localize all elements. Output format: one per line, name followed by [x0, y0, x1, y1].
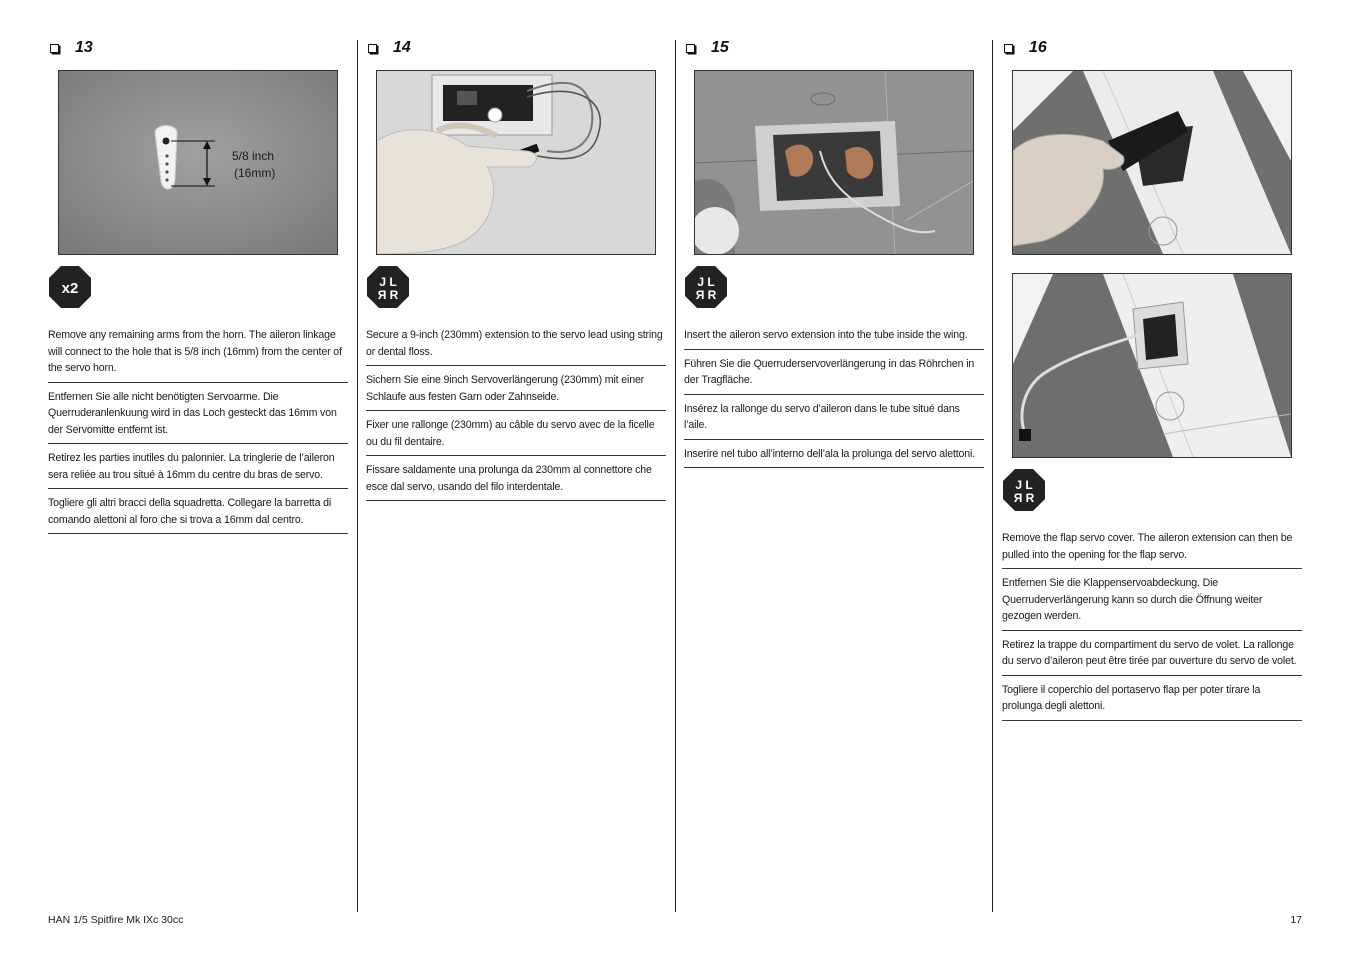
- step-number: 16: [1029, 39, 1047, 56]
- measure-label-mm: (16mm): [234, 166, 276, 180]
- photo-servo-extension: [376, 70, 656, 255]
- step-16: [1002, 40, 1302, 727]
- step-checkbox[interactable]: [368, 44, 377, 53]
- column-divider: [675, 40, 676, 912]
- paragraph-de: Entfernen Sie alle nicht benötigten Servoarme. Die Querruderanlenkuung wird in das Loch gesteckt das 16mm von der Servomitte entfernt ist.: [48, 389, 348, 445]
- step-number: 15: [711, 39, 729, 56]
- paragraph-en: Insert the aileron servo extension into the tube inside the wing.: [684, 327, 984, 350]
- symmetric-wing-icon: [1002, 468, 1046, 512]
- step-header: [1002, 40, 1302, 56]
- step-number: 14: [393, 39, 411, 56]
- svg-text:J L: J L: [697, 275, 715, 289]
- symmetric-wing-icon: [366, 265, 410, 309]
- step-header: [48, 40, 348, 56]
- step-checkbox[interactable]: [1004, 44, 1013, 53]
- step-15: [684, 40, 984, 474]
- paragraph-en: Remove any remaining arms from the horn. The aileron linkage will connect to the hole that is 5/8 inch (16mm) from the center of the servo horn.: [48, 327, 348, 383]
- paragraph-it: Fissare saldamente una prolunga da 230mm al connettore che esce dal servo, usando del filo interdentale.: [366, 462, 666, 501]
- column-divider: [992, 40, 993, 912]
- photo-wing-opening: [694, 70, 974, 255]
- paragraph-de: Führen Sie die Querruderservoverlängerung in das Röhrchen in der Tragfläche.: [684, 356, 984, 395]
- paragraph-fr: Insérez la rallonge du servo d’aileron dans le tube situé dans l’aile.: [684, 401, 984, 440]
- svg-text:Я R: Я R: [695, 288, 717, 302]
- svg-text:J L: J L: [1015, 478, 1033, 492]
- paragraph-it: Inserire nel tubo all’interno dell’ala la prolunga del servo alettoni.: [684, 446, 984, 469]
- badge-label: x2: [61, 280, 79, 297]
- paragraph-fr: Retirez les parties inutiles du palonnier. La tringlerie de l’aileron sera reliée au trou situé à 16mm du centre du bras de servo.: [48, 450, 348, 489]
- photo-servo-horn: [58, 70, 338, 255]
- step-checkbox[interactable]: [686, 44, 695, 53]
- step-header: [684, 40, 984, 56]
- step-number: 13: [75, 39, 93, 56]
- paragraph-en: Remove the flap servo cover. The aileron extension can then be pulled into the opening for the flap servo.: [1002, 530, 1302, 569]
- photo-flap-opening: [1012, 273, 1292, 458]
- column-divider: [357, 40, 358, 912]
- photo-flap-cover: [1012, 70, 1292, 255]
- paragraph-en: Secure a 9-inch (230mm) extension to the servo lead using string or dental floss.: [366, 327, 666, 366]
- page-number: 17: [1290, 914, 1302, 926]
- step-header: [366, 40, 666, 56]
- svg-text:Я R: Я R: [1013, 491, 1035, 505]
- symmetric-wing-icon: [684, 265, 728, 309]
- paragraph-de: Sichern Sie eine 9inch Servoverlängerung (230mm) mit einer Schlaufe aus festen Garn oder Zahnseide.: [366, 372, 666, 411]
- paragraph-fr: Retirez la trappe du compartiment du servo de volet. La rallonge du servo d’aileron peut être tirée par ouverture du servo de volet.: [1002, 637, 1302, 676]
- instruction-text: [366, 327, 666, 501]
- instruction-text: [684, 327, 984, 468]
- paragraph-fr: Fixer une rallonge (230mm) au câble du servo avec de la ficelle ou du fil dentaire.: [366, 417, 666, 456]
- svg-text:Я R: Я R: [377, 288, 399, 302]
- instruction-text: [48, 327, 348, 534]
- measure-label-inch: 5/8 inch: [232, 149, 275, 163]
- paragraph-it: Togliere gli altri bracci della squadretta. Collegare la barretta di comando alettoni al foro che si trova a 16mm dal centro.: [48, 495, 348, 534]
- paragraph-de: Entfernen Sie die Klappenservoabdeckung. Die Querruderverlängerung kann so durch die Öffnung weiter gezogen werden.: [1002, 575, 1302, 631]
- paragraph-it: Togliere il coperchio del portaservo flap per poter tirare la prolunga degli alettoni.: [1002, 682, 1302, 721]
- instruction-text: [1002, 530, 1302, 721]
- step-14: [366, 40, 666, 507]
- svg-text:J L: J L: [379, 275, 397, 289]
- step-checkbox[interactable]: [50, 44, 59, 53]
- quantity-x2-icon: [48, 265, 92, 309]
- step-13: [48, 40, 348, 540]
- footer-title: HAN 1/5 Spitfire Mk IXc 30cc: [48, 914, 184, 926]
